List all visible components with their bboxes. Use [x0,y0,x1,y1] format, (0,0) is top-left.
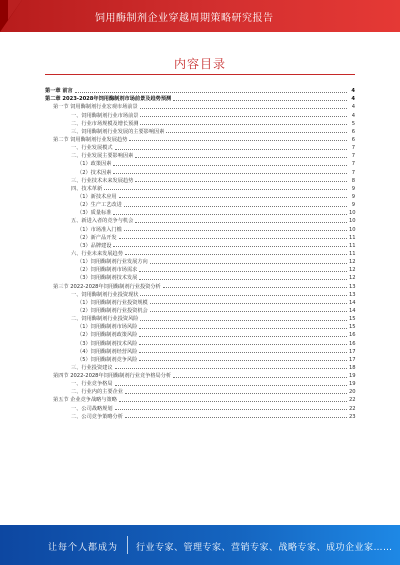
toc-entry[interactable] [45,233,355,241]
corner-decoration-inner [8,0,22,20]
toc-leader-dots [150,303,347,304]
toc-entry[interactable] [45,241,355,249]
toc-entry[interactable] [45,192,355,200]
toc-entry-page: 11 [349,250,356,257]
toc-entry[interactable] [45,86,355,94]
toc-entry-page: 11 [349,234,356,241]
toc-entry-text: 二、行业发展主要影响因素 [71,153,134,160]
toc-entry[interactable] [45,338,355,346]
toc-entry-page: 10 [349,218,356,225]
toc-entry-text: （2）新产品开发 [77,234,117,241]
toc-entry-text: 一、饲用酶制剂行业市场前景 [71,112,139,119]
toc-entry[interactable] [45,200,355,208]
toc-entry-page: 7 [351,145,355,152]
toc-entry-text: 第五节 企业竞争战略与策略 [53,397,117,404]
toc-entry[interactable] [45,387,355,395]
toc-entry-page: 7 [351,161,355,168]
toc-entry[interactable] [45,151,355,159]
toc-entry-page: 15 [349,324,356,331]
toc-leader-dots [139,360,347,361]
toc-leader-dots [104,189,347,190]
toc-leader-dots [125,254,347,255]
toc-entry[interactable] [45,127,355,135]
toc-leader-dots [139,344,347,345]
toc-entry-text: （2）饲用酶制剂政策风险 [77,332,138,339]
toc-entry-text: （1）饲用酶制剂行业发展方向 [77,259,148,266]
toc-entry-page: 9 [351,202,355,209]
toc-leader-dots [113,165,347,166]
toc-entry-page: 4 [351,104,355,111]
toc-entry[interactable] [45,395,355,403]
toc-leader-dots [135,222,347,223]
toc-entry[interactable] [45,298,355,306]
toc-entry[interactable] [45,216,355,224]
toc-entry-page: 6 [351,136,355,143]
toc-entry-page: 18 [349,364,356,371]
toc-leader-dots [140,116,347,117]
toc-entry-text: 六、行业未来发展趋势 [71,250,123,257]
toc-entry-text: （2）技术因素 [77,169,112,176]
toc-entry-text: （1）市场准入门槛 [77,226,122,233]
toc-leader-dots [140,124,347,125]
toc-entry-text: 二、行业内的主要企业 [71,389,123,396]
toc-entry-page: 13 [349,291,356,298]
toc-entry-text: （4）饲用酶制剂经营风险 [77,348,138,355]
toc-entry-text: 一、饲用酶制剂行业投资现状 [71,291,139,298]
toc-entry-page: 7 [351,169,355,176]
toc-entry-page: 4 [351,96,355,103]
toc-entry[interactable] [45,208,355,216]
toc-leader-dots [163,287,347,288]
toc-entry-text: （1）政策因素 [77,161,112,168]
toc-leader-dots [125,393,347,394]
toc-entry-text: 第一节 饲用酶制剂行业宏观市场前景 [53,104,138,111]
toc-leader-dots [125,417,347,418]
toc-entry-page: 22 [349,405,356,412]
toc-entry-text: （2）饲用酶制剂行业投资机会 [77,307,148,314]
footer-banner [0,525,400,565]
toc-leader-dots [150,311,347,312]
toc-entry[interactable] [45,159,355,167]
footer-divider [127,536,128,554]
toc-entry-page: 19 [349,381,356,388]
report-title: 饲用酶制剂企业穿越周期策略研究报告 [95,13,274,24]
toc-entry-page: 12 [349,259,356,266]
toc-entry-page: 23 [349,413,356,420]
toc-leader-dots [150,263,347,264]
toc-entry[interactable] [45,371,355,379]
toc-entry-text: 三、行业投资建议 [71,364,113,371]
toc-entry-text: 二、饲用酶制剂行业投资风险 [71,316,139,323]
toc-leader-dots [139,279,347,280]
toc-entry-page: 16 [349,340,356,347]
toc-leader-dots [124,230,347,231]
toc-entry-page: 16 [349,332,356,339]
table-of-contents [45,86,355,420]
toc-entry[interactable] [45,306,355,314]
toc-leader-dots [113,214,347,215]
toc-entry-text: （3）饲用酶制剂技术发展 [77,275,138,282]
toc-entry[interactable] [45,249,355,257]
toc-leader-dots [139,352,347,353]
toc-entry[interactable] [45,412,355,420]
toc-entry[interactable] [45,330,355,338]
toc-leader-dots [173,377,347,378]
toc-entry-page: 6 [351,128,355,135]
toc-leader-dots [115,385,347,386]
toc-entry[interactable] [45,143,355,151]
toc-leader-dots [173,100,347,101]
toc-entry-page: 5 [351,120,355,127]
toc-leader-dots [129,140,347,141]
toc-entry-text: 一、行业发展模式 [71,145,113,152]
toc-entry[interactable] [45,363,355,371]
footer-slogan-right: 行业专家、管理专家、营销专家、战略专家、成功企业家…… [136,543,393,553]
toc-leader-dots [113,173,347,174]
toc-entry-page: 13 [349,283,356,290]
toc-entry[interactable] [45,176,355,184]
toc-entry-text: （1）新技术应用 [77,193,117,200]
toc-entry-text: 第二章 2023-2028年饲用酶制剂市场前景及趋势预测 [45,96,172,103]
toc-entry-text: 三、行业技术未来发展趋势 [71,177,134,184]
toc-entry[interactable] [45,290,355,298]
toc-entry-text: （3）品牌建设 [77,242,112,249]
toc-entry[interactable] [45,265,355,273]
toc-entry-text: 第四节 2022-2028年饲用酶制剂行业竞争格局分析 [53,373,172,380]
toc-leader-dots [119,197,347,198]
toc-leader-dots [119,401,347,402]
toc-entry-text: 二、行业市场规模及增长预测 [71,120,139,127]
toc-entry-page: 9 [351,193,355,200]
toc-entry-page: 11 [349,242,356,249]
toc-entry[interactable] [45,184,355,192]
toc-entry-page: 10 [349,210,356,217]
toc-entry[interactable] [45,119,355,127]
toc-entry-page: 8 [351,177,355,184]
toc-entry-page: 14 [349,307,356,314]
toc-heading-rule [45,74,355,75]
toc-entry[interactable] [45,379,355,387]
toc-entry-text: （5）饲用酶制剂竞争风险 [77,356,138,363]
toc-leader-dots [135,181,347,182]
toc-entry-page: 12 [349,267,356,274]
toc-leader-dots [166,132,347,133]
toc-leader-dots [139,328,347,329]
toc-leader-dots [115,368,347,369]
toc-entry-page: 22 [349,397,356,404]
toc-entry[interactable] [45,355,355,363]
toc-entry[interactable] [45,322,355,330]
toc-leader-dots [124,206,347,207]
toc-entry[interactable] [45,273,355,281]
toc-leader-dots [139,271,347,272]
toc-leader-dots [140,320,347,321]
toc-entry[interactable] [45,102,355,110]
toc-entry[interactable] [45,167,355,175]
toc-entry-page: 10 [349,226,356,233]
toc-entry-text: 一、行业竞争格局 [71,381,113,388]
toc-leader-dots [135,157,347,158]
toc-entry-page: 17 [349,348,356,355]
toc-entry-page: 15 [349,316,356,323]
toc-entry-text: （1）饲用酶制剂行业投资规模 [77,299,148,306]
footer-slogan-left: 让每个人都成为 [48,543,119,553]
toc-entry-text: （3）质量标准 [77,210,112,217]
toc-entry[interactable] [45,314,355,322]
toc-entry-text: （1）饲用酶制剂市场风险 [77,324,138,331]
toc-entry-page: 4 [351,112,355,119]
toc-heading: 内容目录 [173,57,226,71]
toc-entry-text: 第二节 饲用酶制剂行业发展趋势 [53,136,128,143]
toc-entry-text: （2）饲用酶制剂市场需求 [77,267,138,274]
toc-entry-text: 二、公司竞争策略分析 [71,413,123,420]
toc-leader-dots [119,238,347,239]
toc-entry[interactable] [45,257,355,265]
toc-entry-text: 五、新进入者的竞争与机会 [71,218,134,225]
toc-entry-text: 第三节 2022-2028年饲用酶制剂行业投资分析 [53,283,161,290]
toc-entry-page: 19 [349,373,356,380]
toc-leader-dots [113,246,347,247]
toc-entry-page: 4 [351,88,355,95]
toc-entry-text: 第一章 前言 [45,88,73,95]
toc-entry-text: 三、饲用酶制剂行业发展的主要影响因素 [71,128,165,135]
toc-entry-text: 一、公司战略规划 [71,405,113,412]
toc-entry-text: 四、技术革新 [71,185,103,192]
toc-entry[interactable] [45,347,355,355]
toc-entry-page: 20 [349,389,356,396]
toc-leader-dots [115,149,347,150]
toc-entry-page: 7 [351,153,355,160]
toc-entry-page: 17 [349,356,356,363]
toc-entry[interactable] [45,224,355,232]
toc-entry-page: 9 [351,185,355,192]
header-banner [0,0,400,32]
toc-entry-page: 14 [349,299,356,306]
toc-entry[interactable] [45,94,355,102]
toc-entry[interactable] [45,135,355,143]
toc-leader-dots [139,336,347,337]
toc-entry-text: （2）生产工艺改进 [77,202,122,209]
toc-leader-dots [75,92,347,93]
toc-entry[interactable] [45,110,355,118]
toc-entry-page: 12 [349,275,356,282]
toc-leader-dots [140,108,347,109]
toc-entry-text: （3）饲用酶制剂技术风险 [77,340,138,347]
toc-leader-dots [140,295,347,296]
toc-leader-dots [115,409,347,410]
toc-entry[interactable] [45,281,355,289]
toc-entry[interactable] [45,403,355,411]
